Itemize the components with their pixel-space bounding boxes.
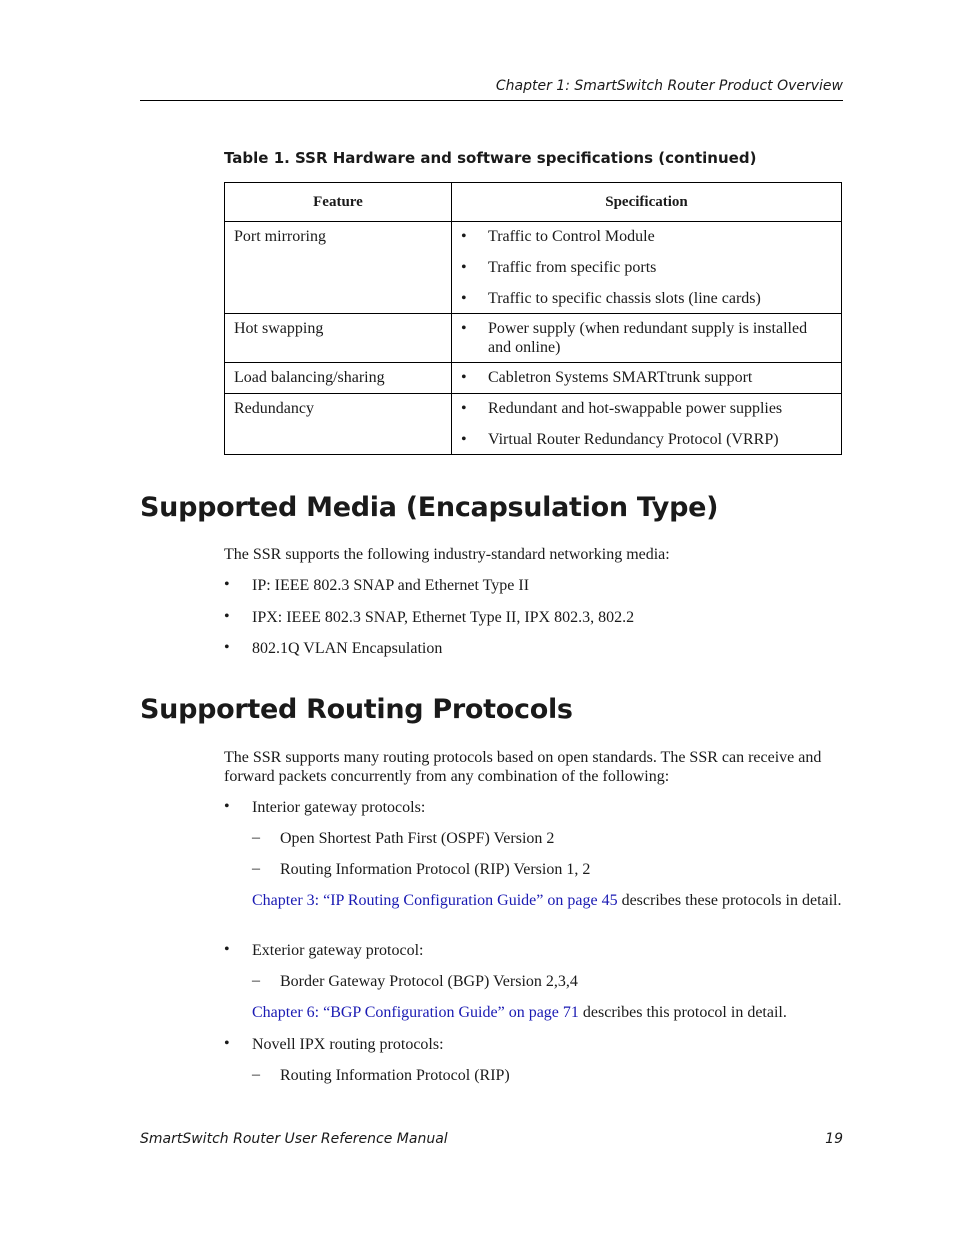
bullet-glyph: • [461,320,467,337]
media-list-item: IP: IEEE 802.3 SNAP and Ethernet Type II [252,577,530,594]
running-header: Chapter 1: SmartSwitch Router Product Overview [495,78,843,94]
bullet-glyph: • [461,369,467,386]
media-list-item: IPX: IEEE 802.3 SNAP, Ethernet Type II, IPX 802.3, 802.2 [252,609,635,626]
table-row [225,222,842,314]
section-heading-media: Supported Media (Encapsulation Type) [140,492,719,523]
bullet-glyph: • [461,228,467,245]
table-caption: Table 1. SSR Hardware and software specifications (continued) [224,149,757,167]
bullet-glyph: • [461,290,467,307]
feature-cell: Load balancing/sharing [225,363,452,394]
routing-intro: The SSR supports many routing protocols based on open standards. The SSR can receive and forward packets concurrently from any combination of the following: [224,749,822,785]
bullet-glyph: • [224,1035,230,1052]
header-rule [140,100,843,101]
table-header-row [225,183,842,222]
dash-glyph: – [252,1066,260,1083]
interior-protocols-label: Interior gateway protocols: [252,799,426,816]
protocol-subitem: Routing Information Protocol (RIP) [280,1067,510,1084]
table-row [225,363,842,394]
feature-cell: Hot swapping [225,314,452,363]
interior-reference: Chapter 3: “IP Routing Configuration Guide” on page 45 describes these protocols in detail. [252,892,842,909]
dash-glyph: – [252,972,260,989]
spec-item: • Traffic from specific ports [461,259,657,276]
spec-item: • Traffic to specific chassis slots (line cards) [461,290,761,307]
novell-protocols-label: Novell IPX routing protocols: [252,1036,444,1053]
footer-manual-title: SmartSwitch Router User Reference Manual [140,1131,448,1147]
table-row [225,394,842,455]
feature-cell: Redundancy [225,394,452,455]
section-heading-routing: Supported Routing Protocols [140,694,573,725]
chapter-6-link[interactable]: Chapter 6: “BGP Configuration Guide” on page 71 [252,1004,579,1021]
spec-item: • Redundant and hot-swappable power supplies [461,400,783,417]
exterior-protocol-label: Exterior gateway protocol: [252,942,424,959]
dash-glyph: – [252,860,260,877]
chapter-3-link[interactable]: Chapter 3: “IP Routing Configuration Guide” on page 45 [252,892,618,909]
bullet-glyph: • [461,259,467,276]
bullet-glyph: • [224,639,230,656]
spec-cell [452,314,842,363]
column-header-feature: Feature [225,183,452,222]
media-intro: The SSR supports the following industry-standard networking media: [224,546,670,563]
bullet-glyph: • [224,798,230,815]
table-row [225,314,842,363]
spec-table [224,182,842,455]
bullet-glyph: • [461,431,467,448]
feature-cell: Port mirroring [225,222,452,314]
spec-cell [452,363,842,394]
spec-item: • Cabletron Systems SMARTtrunk support [461,369,753,386]
bullet-glyph: • [224,941,230,958]
protocol-subitem: Open Shortest Path First (OSPF) Version 2 [280,830,555,847]
dash-glyph: – [252,829,260,846]
spec-cell [452,394,842,455]
bullet-glyph: • [461,400,467,417]
spec-item: • Power supply (when redundant supply is installed and online) [461,320,808,356]
protocol-subitem: Routing Information Protocol (RIP) Version 1, 2 [280,861,591,878]
protocol-subitem: Border Gateway Protocol (BGP) Version 2,3,4 [280,973,578,990]
spec-item: • Traffic to Control Module [461,228,655,245]
page-number: 19 [825,1131,843,1147]
bullet-glyph: • [224,576,230,593]
column-header-specification: Specification [452,183,842,222]
media-list-item: 802.1Q VLAN Encapsulation [252,640,443,657]
spec-item: • Virtual Router Redundancy Protocol (VRRP) [461,431,779,448]
spec-cell [452,222,842,314]
exterior-reference: Chapter 6: “BGP Configuration Guide” on page 71 describes this protocol in detail. [252,1004,787,1021]
bullet-glyph: • [224,608,230,625]
